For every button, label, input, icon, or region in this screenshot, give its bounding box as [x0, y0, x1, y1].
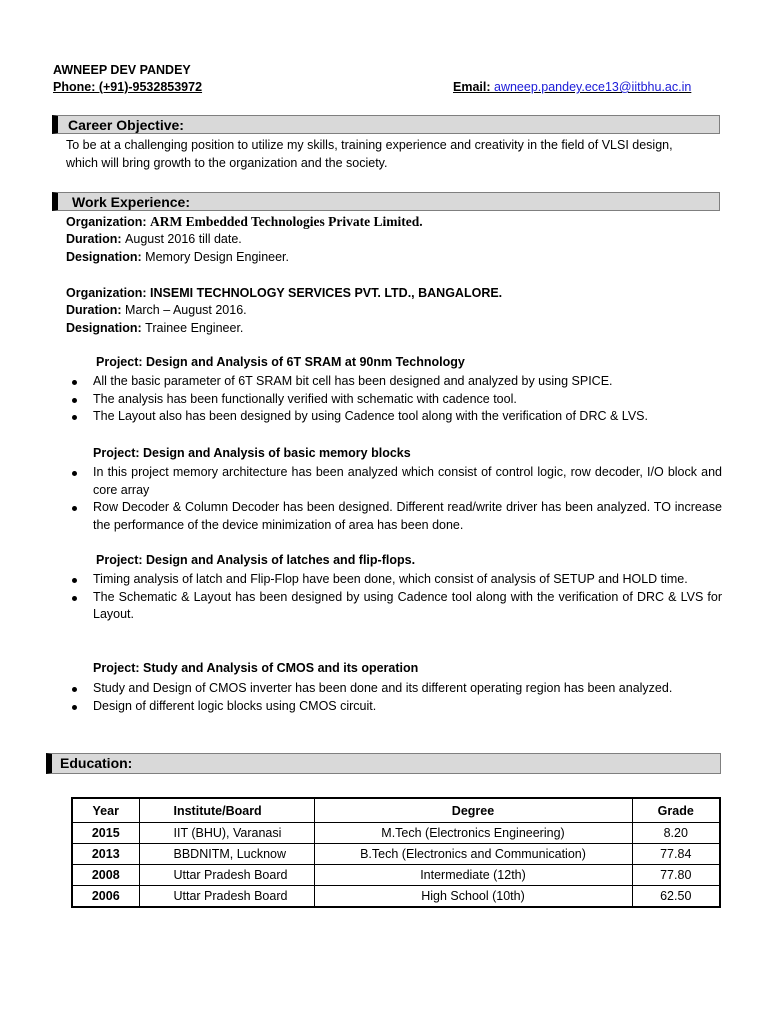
grade-cell: 8.20 — [632, 823, 720, 844]
project-4-title: Project: Study and Analysis of CMOS and its operation — [93, 661, 419, 675]
column-header-grade: Grade — [632, 798, 720, 823]
degree-cell: High School (10th) — [314, 886, 632, 908]
year-cell: 2006 — [72, 886, 139, 908]
project-2-title: Project: Design and Analysis of basic memory blocks — [93, 446, 411, 460]
job-2-duration: Duration: March – August 2016. — [66, 303, 247, 317]
bullet-icon — [72, 398, 77, 403]
work-experience-title: Work Experience: — [72, 194, 191, 210]
year-cell: 2008 — [72, 865, 139, 886]
list-item: Study and Design of CMOS inverter has been done and its different operating region has been analyzed. — [72, 680, 722, 698]
column-header-degree: Degree — [314, 798, 632, 823]
education-header — [46, 753, 721, 774]
bullet-icon — [72, 471, 77, 476]
year-cell: 2015 — [72, 823, 139, 844]
email-label: Email: — [453, 80, 494, 94]
work-experience-header — [52, 192, 720, 211]
degree-cell: Intermediate (12th) — [314, 865, 632, 886]
education-title: Education: — [60, 755, 133, 771]
project-3-title: Project: Design and Analysis of latches and flip-flops. — [96, 553, 416, 567]
list-item: The Layout also has been designed by using Cadence tool along with the verification of DRC & LVS. — [72, 408, 722, 426]
table-row — [72, 823, 720, 844]
bullet-icon — [72, 687, 77, 692]
institute-cell: IIT (BHU), Varanasi — [139, 823, 314, 844]
institute-cell: Uttar Pradesh Board — [139, 865, 314, 886]
job-1-duration: Duration: August 2016 till date. — [66, 232, 242, 246]
career-objective-header — [52, 115, 720, 134]
email-link[interactable]: awneep.pandey.ece13@iitbhu.ac.in — [494, 80, 692, 94]
bullet-icon — [72, 596, 77, 601]
bullet-icon — [72, 380, 77, 385]
job-1-organization: Organization: ARM Embedded Technologies Private Limited. — [66, 214, 423, 229]
job-1-designation: Designation: Memory Design Engineer. — [66, 250, 289, 264]
phone-number: Phone: (+91)-9532853972 — [53, 80, 203, 94]
grade-cell: 77.80 — [632, 865, 720, 886]
project-1-bullets — [72, 373, 722, 426]
project-2-bullets — [72, 464, 722, 535]
list-item: All the basic parameter of 6T SRAM bit cell has been designed and analyzed by using SPICE. — [72, 373, 722, 391]
list-item: Timing analysis of latch and Flip-Flop have been done, which consist of analysis of SETUP and HOLD time. — [72, 571, 722, 589]
grade-cell: 77.84 — [632, 844, 720, 865]
project-4-bullets — [72, 680, 722, 715]
table-header-row — [72, 798, 720, 823]
bullet-icon — [72, 506, 77, 511]
grade-cell: 62.50 — [632, 886, 720, 908]
list-item: The Schematic & Layout has been designed by using Cadence tool along with the verification of DRC & LVS for Layout. — [72, 589, 722, 624]
bullet-icon — [72, 705, 77, 710]
job-2-designation: Designation: Trainee Engineer. — [66, 321, 244, 335]
table-row — [72, 844, 720, 865]
table-row — [72, 865, 720, 886]
degree-cell: B.Tech (Electronics and Communication) — [314, 844, 632, 865]
list-item: In this project memory architecture has been analyzed which consist of control logic, row decoder, I/O block and core array — [72, 464, 722, 499]
project-3-bullets — [72, 571, 722, 624]
job-2-organization: Organization: INSEMI TECHNOLOGY SERVICES PVT. LTD., BANGALORE. — [66, 286, 503, 300]
list-item: Row Decoder & Column Decoder has been designed. Different read/write driver has been analyzed. TO increase the performance of the device minimization of area has been done. — [72, 499, 722, 534]
institute-cell: Uttar Pradesh Board — [139, 886, 314, 908]
project-1-title: Project: Design and Analysis of 6T SRAM at 90nm Technology — [96, 355, 465, 369]
institute-cell: BBDNITM, Lucknow — [139, 844, 314, 865]
list-item: Design of different logic blocks using CMOS circuit. — [72, 698, 722, 716]
candidate-name: AWNEEP DEV PANDEY — [53, 63, 191, 77]
bullet-icon — [72, 578, 77, 583]
career-objective-title: Career Objective: — [68, 117, 184, 133]
column-header-institute: Institute/Board — [139, 798, 314, 823]
list-item: The analysis has been functionally verified with schematic with cadence tool. — [72, 391, 722, 409]
degree-cell: M.Tech (Electronics Engineering) — [314, 823, 632, 844]
column-header-year: Year — [72, 798, 139, 823]
table-row — [72, 886, 720, 908]
email-line — [453, 80, 691, 94]
bullet-icon — [72, 415, 77, 420]
year-cell: 2013 — [72, 844, 139, 865]
education-table — [71, 797, 721, 908]
career-objective-text: To be at a challenging position to utilize my skills, training experience and creativity in the field of VLSI design, which will bring growth to the organization and the society. — [66, 138, 673, 170]
